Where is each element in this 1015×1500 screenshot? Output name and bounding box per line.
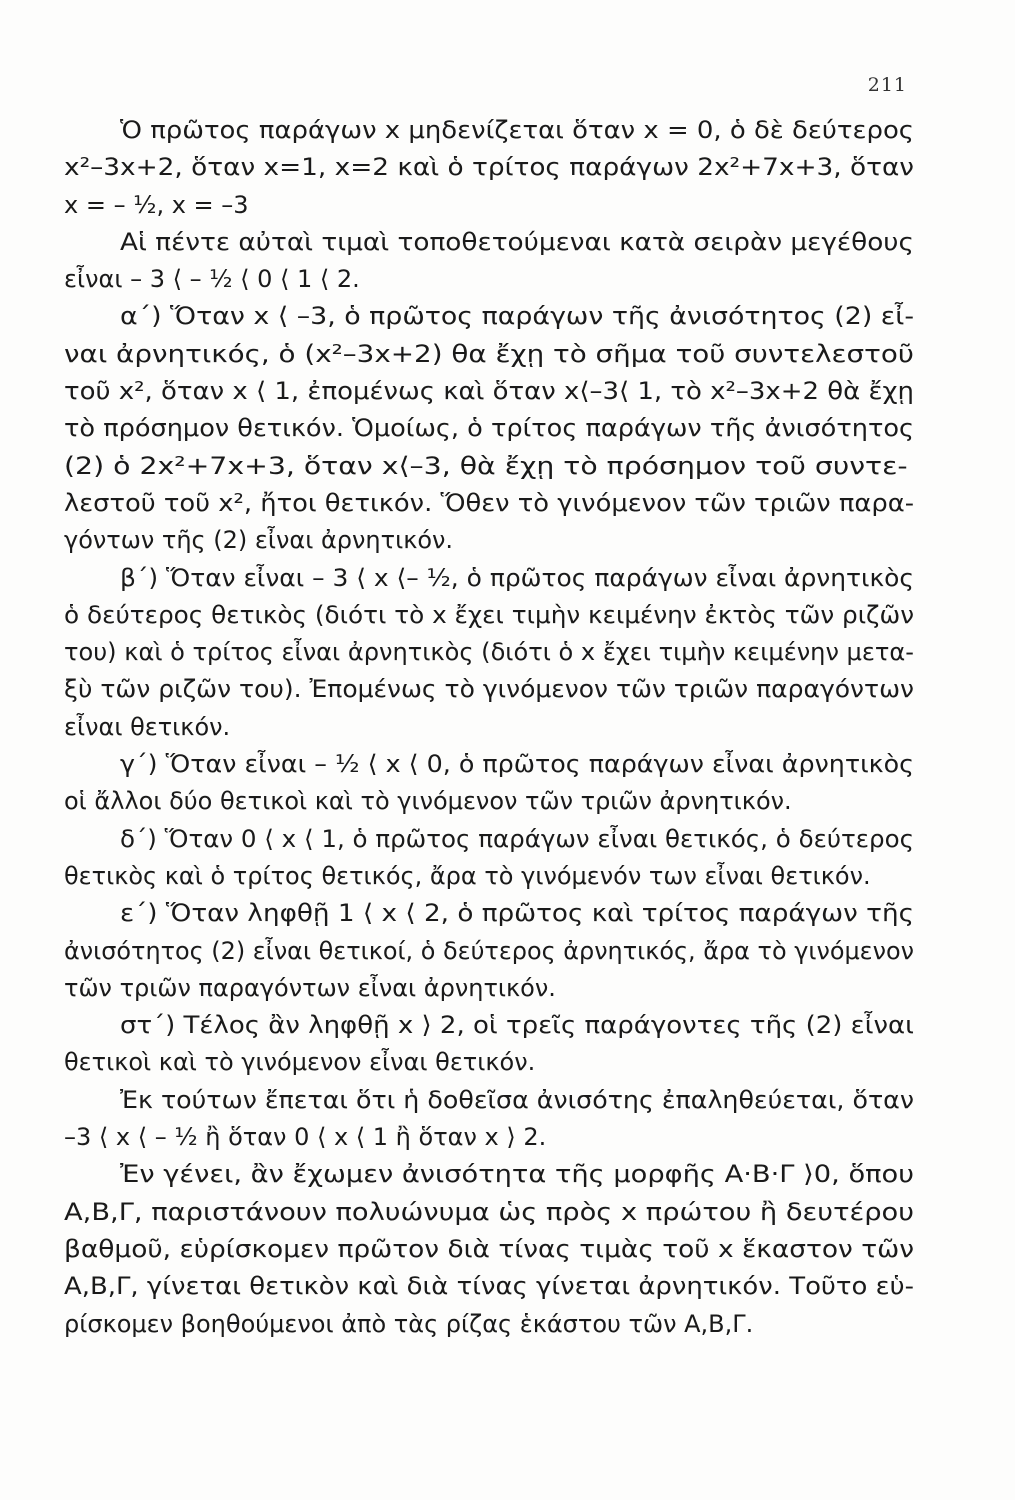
text-line (64, 597, 914, 634)
text-line-content: Αἱ πέντε αὐταὶ τιμαὶ τοποθετούμεναι κατὰ σειρὰν μεγέθους (120, 227, 914, 256)
text-line-content: Ἐν γένει, ἂν ἔχωμεν ἀνισότητα τῆς μορφῆς Α·Β·Γ ⟩0, ὅπου (120, 1160, 915, 1189)
text-line (64, 821, 914, 858)
text-line-content: λεστοῦ τοῦ x², ἤτοι θετικόν. Ὅθεν τὸ γινόμενον τῶν τριῶν παρα- (64, 488, 915, 517)
text-line-content: ε΄) Ὅταν ληφθῇ 1 ⟨ x ⟨ 2, ὁ πρῶτος καὶ τρίτος παράγων τῆς (120, 899, 914, 928)
text-line (64, 187, 914, 224)
text-line-content: εἶναι θετικόν. (64, 712, 231, 741)
text-line (64, 224, 914, 261)
text-line (64, 336, 914, 373)
text-line (64, 671, 914, 708)
text-line-content: (2) ὁ 2x²+7x+3, ὅταν x⟨–3, θὰ ἔχῃ τὸ πρόσημον τοῦ συντε- (64, 451, 908, 480)
text-line-content: εἶναι – 3 ⟨ – ½ ⟨ 0 ⟨ 1 ⟨ 2. (64, 265, 360, 294)
text-line-content: Ἐκ τούτων ἔπεται ὅτι ἡ δοθεῖσα ἀνισότης ἐπαληθεύεται, ὅταν (120, 1085, 915, 1114)
text-line (64, 1306, 914, 1343)
text-line-content: ἀνισότητος (2) εἶναι θετικοί, ὁ δεύτερος ἀρνητικός, ἄρα τὸ γινόμενον (64, 936, 914, 965)
text-line-content: δ΄) Ὅταν 0 ⟨ x ⟨ 1, ὁ πρῶτος παράγων εἶναι θετικός, ὁ δεύτερος (120, 824, 915, 853)
text-line-content: Α,Β,Γ, παριστάνουν πολυώνυμα ὡς πρὸς x πρώτου ἢ δευτέρου (64, 1197, 915, 1226)
text-line-content: x = – ½, x = –3 (64, 190, 249, 219)
text-line (64, 746, 914, 783)
text-line (64, 485, 914, 522)
text-line-content: γόντων τῆς (2) εἶναι ἀρνητικόν. (64, 526, 454, 555)
text-line (64, 858, 914, 895)
text-line (64, 895, 914, 932)
text-line (64, 709, 914, 746)
text-line (64, 522, 914, 559)
text-line-content: ὁ δεύτερος θετικὸς (διότι τὸ x ἔχει τιμὴν κειμένην ἐκτὸς τῶν ριζῶν (64, 600, 914, 629)
text-line-content: ναι ἀρνητικός, ὁ (x²–3x+2) θα ἔχῃ τὸ σῆμα τοῦ συντελεστοῦ (64, 339, 914, 368)
text-line (64, 1082, 914, 1119)
text-line-content: ξὺ τῶν ριζῶν του). Ἐπομένως τὸ γινόμενον τῶν τριῶν παραγόντων (64, 675, 914, 704)
text-line-content: του) καὶ ὁ τρίτος εἶναι ἀρνητικὸς (διότι ὁ x ἔχει τιμὴν κειμένην μετα- (64, 638, 915, 667)
text-line (64, 149, 914, 186)
text-line-content: θετικοὶ καὶ τὸ γινόμενον εἶναι θετικόν. (64, 1048, 536, 1077)
text-line-content: γ΄) Ὅταν εἶναι – ½ ⟨ x ⟨ 0, ὁ πρῶτος παράγων εἶναι ἀρνητικὸς (120, 750, 915, 779)
text-line (64, 410, 914, 447)
text-line (64, 298, 914, 335)
text-line (64, 970, 914, 1007)
text-line-content: x²–3x+2, ὅταν x=1, x=2 καὶ ὁ τρίτος παράγων 2x²+7x+3, ὅταν (64, 153, 915, 182)
text-line-content: οἱ ἄλλοι δύο θετικοὶ καὶ τὸ γινόμενον τῶν τριῶν ἀρνητικόν. (64, 787, 792, 816)
page-number: 211 (867, 74, 907, 96)
text-line-content: θετικὸς καὶ ὁ τρίτος θετικός, ἄρα τὸ γινόμενόν των εἶναι θετικόν. (64, 861, 871, 890)
text-line (64, 1007, 914, 1044)
text-line-content: –3 ⟨ x ⟨ – ½ ἢ ὅταν 0 ⟨ x ⟨ 1 ἢ ὅταν x ⟩ 2. (64, 1123, 547, 1152)
text-line (64, 373, 914, 410)
text-line (64, 783, 914, 820)
text-line-content: τὸ πρόσημον θετικόν. Ὁμοίως, ὁ τρίτος παράγων τῆς ἀνισότητος (64, 414, 915, 443)
text-line-content: τῶν τριῶν παραγόντων εἶναι ἀρνητικόν. (64, 973, 556, 1002)
text-line (64, 1044, 914, 1081)
text-line (64, 448, 914, 485)
text-line-content: βαθμοῦ, εὑρίσκομεν πρῶτον διὰ τίνας τιμὰς τοῦ x ἕκαστον τῶν (64, 1234, 914, 1263)
text-line (64, 1156, 914, 1193)
text-line-content: Ὁ πρῶτος παράγων x μηδενίζεται ὅταν x = 0, ὁ δὲ δεύτερος (120, 116, 915, 144)
text-line (64, 112, 914, 149)
text-line (64, 1231, 914, 1268)
text-line-content: τοῦ x², ὅταν x ⟨ 1, ἐπομένως καὶ ὅταν x⟨–3⟨ 1, τὸ x²–3x+2 θὰ ἔχῃ (64, 377, 915, 406)
text-line (64, 634, 914, 671)
text-line-content: στ΄) Τέλος ἂν ληφθῇ x ⟩ 2, οἱ τρεῖς παράγοντες τῆς (2) εἶναι (120, 1011, 914, 1040)
text-line (64, 261, 914, 298)
text-line (64, 1194, 914, 1231)
text-line-content: ρίσκομεν βοηθούμενοι ἀπὸ τὰς ρίζας ἑκάστου τῶν Α,Β,Γ. (64, 1309, 754, 1338)
text-line (64, 560, 914, 597)
text-line (64, 1268, 914, 1305)
text-line (64, 1119, 914, 1156)
text-line-content: α΄) Ὅταν x ⟨ –3, ὁ πρῶτος παράγων τῆς ἀνισότητος (2) εἶ- (120, 302, 915, 331)
text-line-content: β΄) Ὅταν εἶναι – 3 ⟨ x ⟨– ½, ὁ πρῶτος παράγων εἶναι ἀρνητικὸς (120, 563, 915, 592)
text-line-content: Α,Β,Γ, γίνεται θετικὸν καὶ διὰ τίνας γίνεται ἀρνητικόν. Τοῦτο εὑ- (64, 1272, 914, 1301)
text-line (64, 933, 914, 970)
body-text (64, 112, 914, 1343)
